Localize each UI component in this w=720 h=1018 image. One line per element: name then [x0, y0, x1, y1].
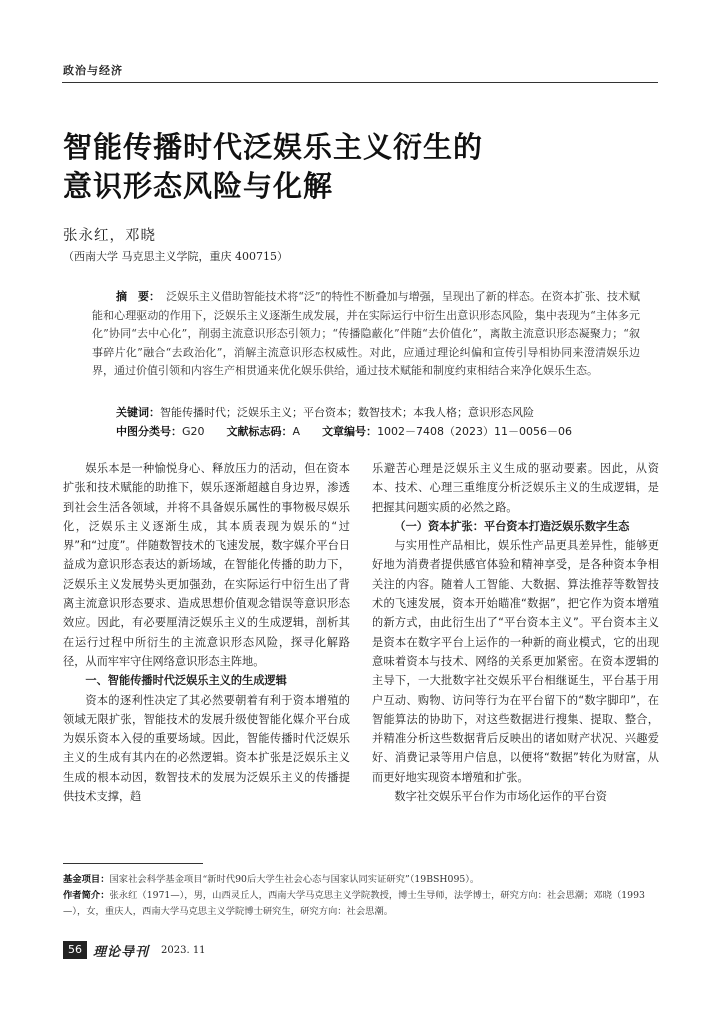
- body-column-left: [63, 459, 350, 806]
- footnote-rule: [63, 863, 203, 864]
- author-bio-label: 作者简介：: [63, 890, 110, 901]
- page-number: 56: [63, 941, 87, 959]
- page-footer: [63, 940, 206, 960]
- keywords: [116, 404, 534, 420]
- authors: 张永红，邓晓: [63, 228, 156, 244]
- fund-label: 基金项目：: [63, 874, 110, 885]
- classification-line: [116, 423, 572, 439]
- section-heading: 一、智能传播时代泛娱乐主义的生成逻辑: [85, 674, 287, 688]
- author-note: [63, 888, 659, 920]
- title-line-2: 意识形态风险与化解: [63, 169, 334, 203]
- issue-date: 2023. 11: [161, 944, 206, 956]
- abstract: [92, 288, 640, 381]
- author-bio-text: 张永红（1971—），男，山西灵丘人，西南大学马克思主义学院教授，博士生导师，法学博士，研究方向：社会思潮；邓晓（1993—），女，重庆人，西南大学马克思主义学院博士研究生，研究方向：社会思潮。: [63, 890, 645, 917]
- body-column-right: [372, 459, 659, 806]
- keywords-text: 智能传播时代；泛娱乐主义；平台资本；数智技术；本我人格；意识形态风险: [160, 406, 534, 419]
- paragraph: 资本的逐利性决定了其必然要朝着有利于资本增殖的领域无限扩张，智能技术的发展升级使智能化媒介平台成为娱乐资本入侵的重要场域。因此，智能传播时代泛娱乐主义的生成有其内在的必然逻辑。资本扩张是泛娱乐主义生成的根本动因，数智技术的发展为泛娱乐主义的传播提供技术支撑，趋: [63, 693, 350, 804]
- doc-code-label: 文献标志码：: [226, 425, 293, 438]
- paragraph: 乐避苦心理是泛娱乐主义生成的驱动要素。因此，从资本、技术、心理三重维度分析泛娱乐主义的生成逻辑，是把握其问题实质的必然之路。: [372, 462, 659, 514]
- footnotes: [63, 872, 659, 920]
- header-rule: [62, 82, 658, 83]
- fund-note: [63, 872, 659, 888]
- affiliation: （西南大学 马克思主义学院，重庆 400715）: [63, 250, 288, 263]
- abstract-label: 摘 要：: [116, 290, 161, 303]
- title-line-1: 智能传播时代泛娱乐主义衍生的: [63, 130, 484, 164]
- paragraph: 与实用性产品相比，娱乐性产品更具差异性，能够更好地为消费者提供感官体验和精神享受，是各种资本争相关注的内容。随着人工智能、大数据、算法推荐等数智技术的飞速发展，资本开始瞄准“数据”，把它作为资本增殖的新方式，由此衍生出了“平台资本主义”。平台资本主义是资本在数字平台上运作的一种新的商业模式，它的出现意味着资本与技术、网络的关系更加紧密。在资本逻辑的主导下，一大批数字社交娱乐平台相继诞生，平台基于用户互动、购物、访问等行为在平台留下的“数字脚印”，在智能算法的协助下，对这些数据进行搜集、提取、整合，并精准分析这些数据背后反映出的诸如财产状况、兴趣爱好、消费记录等用户信息，以便将“数据”转化为财富，从而更好地实现资本增殖和扩张。: [372, 539, 659, 784]
- journal-name: 理论导刊: [93, 944, 150, 960]
- article-number-label: 文章编号：: [322, 425, 378, 438]
- subsection-heading: （一）资本扩张：平台资本打造泛娱乐数字生态: [394, 518, 630, 533]
- section-label: 政治与经济: [63, 64, 123, 77]
- doc-code-value: A: [292, 425, 301, 438]
- article-title: [63, 128, 663, 206]
- paragraph: 数字社交娱乐平台作为市场化运作的平台资: [394, 790, 607, 804]
- paragraph: 娱乐本是一种愉悦身心、释放压力的活动，但在资本扩张和技术赋能的助推下，娱乐逐渐超越自身边界，渗透到社会生活各领域，并将不具备娱乐属性的事物极尽娱乐化，泛娱乐主义逐渐生成，其本质表现为娱乐的“过界”和“过度”。伴随数智技术的飞速发展，数字媒介平台日益成为意识形态表达的新场域，在智能化传播的助力下，泛娱乐主义发展势头更加强劲，在实际运行中衍生出了背离主流意识形态要求、造成思想价值观念错误等意识形态效应。因此，有必要厘清泛娱乐主义的生成逻辑，剖析其在运行过程中所衍生的主流意识形态风险，探寻化解路径，从而牢牢守住网络意识形态主阵地。: [63, 462, 350, 668]
- class-value: G20: [182, 425, 205, 438]
- class-label: 中图分类号：: [116, 425, 182, 438]
- fund-text: 国家社会科学基金项目“新时代90后大学生社会心态与国家认同实证研究”（19BSH095）。: [109, 874, 480, 885]
- abstract-text: 泛娱乐主义借助智能技术将“泛”的特性不断叠加与增强，呈现出了新的样态。在资本扩张、技术赋能和心理驱动的作用下，泛娱乐主义逐渐生成发展，并在实际运行中衍生出意识形态风险，集中表现为“主体多元化”协同“去中心化”，削弱主流意识形态引领力；“传播隐蔽化”伴随“去价值化”，离散主流意识形态凝聚力；“叙事碎片化”融合“去政治化”，消解主流意识形态权威性。对此，应通过理论纠偏和宣传引导相协同来澄清娱乐边界，通过价值引领和内容生产相贯通来优化娱乐供给，通过技术赋能和制度约束相结合来净化娱乐生态。: [92, 290, 641, 378]
- article-number-value: 1002－7408（2023）11－0056－06: [377, 425, 573, 438]
- keywords-label: 关键词：: [116, 406, 160, 419]
